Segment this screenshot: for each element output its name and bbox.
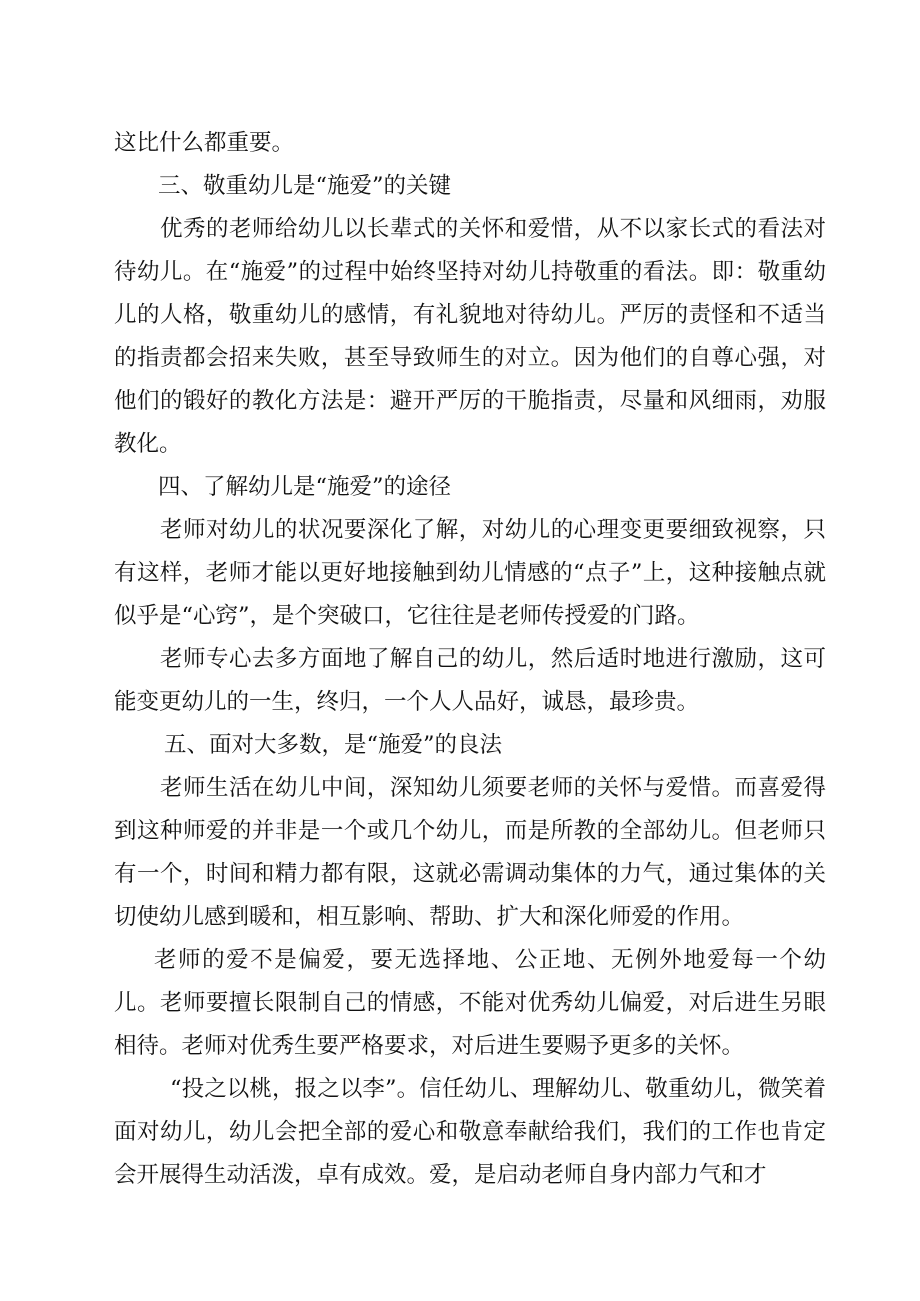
paragraph: 老师专心去多方面地了解自己的幼儿，然后适时地进行激励，这可能变更幼儿的一生，终归，一个人人品好，诚恳，最珍贵。 xyxy=(114,646,826,715)
document-body xyxy=(114,122,826,1197)
paragraph-continuation: 这比什么都重要。 xyxy=(114,130,295,156)
section-heading-4: 四、了解幼儿是“施爱”的途径 xyxy=(158,474,452,500)
section-heading-5: 五、面对大多数，是“施爱”的良法 xyxy=(164,732,503,758)
paragraph: 老师的爱不是偏爱，要无选择地、公正地、无例外地爱每一个幼儿。老师要擅长限制自己的情感，不能对优秀幼儿偏爱，对后进生另眼相待。老师对优秀生要严格要求，对后进生要赐予更多的关怀。 xyxy=(114,947,826,1059)
paragraph: 老师对幼儿的状况要深化了解，对幼儿的心理变更要细致视察，只有这样，老师才能以更好地接触到幼儿情感的“点子”上，这种接触点就似乎是“心窍”，是个突破口，它往往是老师传授爱的门路。 xyxy=(114,517,826,629)
paragraph: 老师生活在幼儿中间，深知幼儿须要老师的关怀与爱惜。而喜爱得到这种师爱的并非是一个或几个幼儿，而是所教的全部幼儿。但老师只有一个，时间和精力都有限，这就必需调动集体的力气，通过集体的关切使幼儿感到暖和，相互影响、帮助、扩大和深化师爱的作用。 xyxy=(114,775,826,930)
paragraph: 优秀的老师给幼儿以长辈式的关怀和爱惜，从不以家长式的看法对待幼儿。在“施爱”的过程中始终坚持对幼儿持敬重的看法。即：敬重幼儿的人格，敬重幼儿的感情，有礼貌地对待幼儿。严厉的责怪和不适当的指责都会招来失败，甚至导致师生的对立。因为他们的自尊心强，对他们的锻好的教化方法是：避开严厉的干脆指责，尽量和风细雨，劝服教化。 xyxy=(114,216,826,457)
paragraph: “投之以桃，报之以李”。信任幼儿、理解幼儿、敬重幼儿，微笑着面对幼儿，幼儿会把全部的爱心和敬意奉献给我们，我们的工作也肯定会开展得生动活泼，卓有成效。爱，是启动老师自身内部力气和才 xyxy=(114,1076,826,1188)
section-heading-3: 三、敬重幼儿是“施爱”的关键 xyxy=(158,173,452,199)
